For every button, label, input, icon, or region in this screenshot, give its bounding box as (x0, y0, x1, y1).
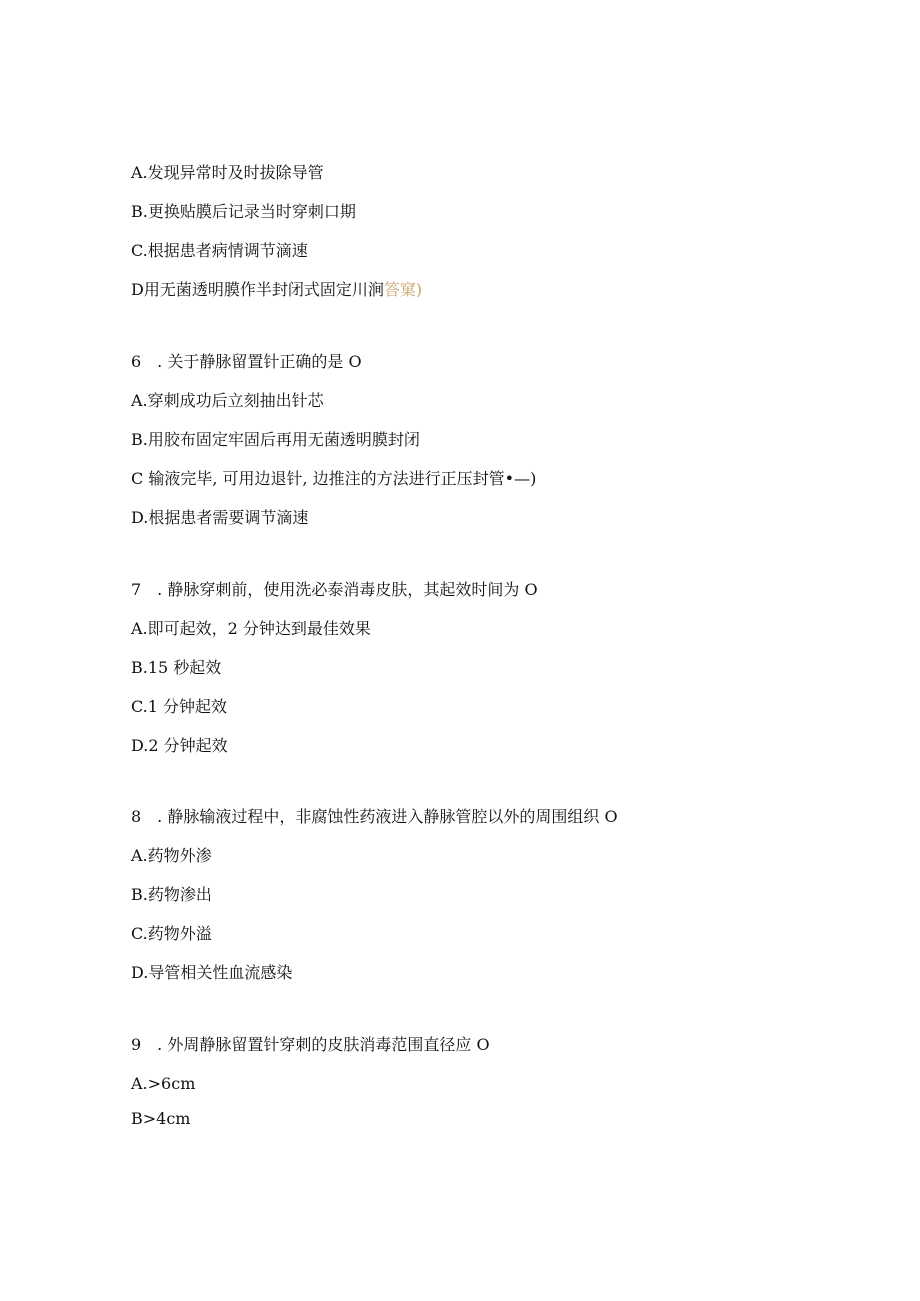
q8-stem: 8 . 静脉输液过程中，非腐蚀性药液进入静脉管腔以外的周围组织 O (131, 807, 618, 826)
q7-stem: 7 . 静脉穿刺前，使用洗必泰消毒皮肤，其起效时间为 O (131, 580, 538, 599)
q5-option-d (131, 279, 422, 301)
q9-stem: 9 . 外周静脉留置针穿刺的皮肤消毒范围直径应 O (131, 1035, 490, 1054)
q5-option-d-text: D用无菌透明膜作半封闭式固定川涧 (131, 280, 384, 299)
q9-option-a: A.>6cm (131, 1074, 196, 1093)
answer-mark: 答窠) (383, 280, 423, 299)
q8-option-d: D.导管相关性血流感染 (131, 963, 293, 982)
q5-option-a: A.发现异常时及时拔除导管 (131, 163, 324, 182)
q9-option-b: B>4cm (131, 1109, 191, 1128)
q8-option-c: C.药物外溢 (131, 924, 212, 943)
q7-option-a: A.即可起效，2 分钟达到最佳效果 (131, 619, 371, 638)
q5-option-c: C.根据患者病情调节滴速 (131, 241, 308, 260)
q6-option-b: B.用胶布固定牢固后再用无菌透明膜封闭 (131, 430, 420, 449)
q7-option-d: D.2 分钟起效 (131, 736, 228, 755)
q6-option-d: D.根据患者需要调节滴速 (131, 508, 309, 527)
q6-stem: 6 . 关于静脉留置针正确的是 O (131, 352, 362, 371)
q7-option-c: C.1 分钟起效 (131, 697, 228, 716)
q8-option-a: A.药物外渗 (131, 846, 212, 865)
q5-option-b: B.更换贴膜后记录当时穿刺口期 (131, 202, 356, 221)
q8-option-b: B.药物渗出 (131, 885, 212, 904)
q6-option-c: C 输液完毕, 可用边退针, 边推注的方法进行正压封管•—) (131, 469, 537, 488)
q6-option-a: A.穿刺成功后立刻抽出针芯 (131, 391, 324, 410)
q7-option-b: B.15 秒起效 (131, 658, 222, 677)
